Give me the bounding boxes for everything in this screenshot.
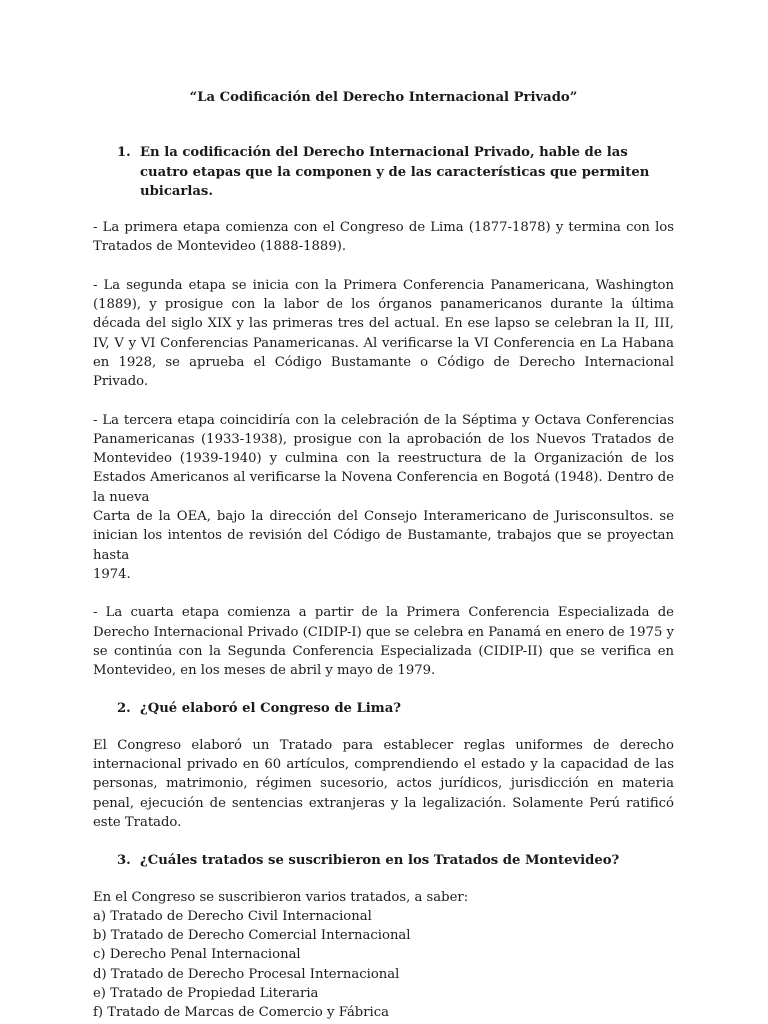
list-item: b) Tratado de Derecho Comercial Internacional xyxy=(93,928,411,944)
question-number: 2. xyxy=(117,701,131,717)
list-item: d) Tratado de Derecho Procesal Internacional xyxy=(93,966,400,982)
document-title: “La Codificación del Derecho Internacional Privado” xyxy=(189,90,578,105)
question-number: 1. xyxy=(117,145,131,161)
list-item: a) Tratado de Derecho Civil Internacional xyxy=(93,908,372,924)
list-item: c) Derecho Penal Internacional xyxy=(93,947,301,963)
answer-1-paragraph-4: - La cuarta etapa comienza a partir de la Primera Conferencia Especializada de Derecho Internacional Privado (CIDIP-I) que se celebra en Panamá en enero de 1975 y se continúa con la Segunda Conferencia Especializada (CIDIP-II) que se verifica en Montevideo, en los meses de abril y mayo de 1979. xyxy=(93,605,674,679)
question-3 xyxy=(93,851,674,870)
treaty-list xyxy=(93,907,674,1023)
answer-1-paragraph-3 xyxy=(93,411,674,585)
question-text: ¿Qué elaboró el Congreso de Lima? xyxy=(140,701,402,717)
answer-2-paragraph: El Congreso elaboró un Tratado para establecer reglas uniformes de derecho internacional privado en 60 artículos, comprendiendo el estado y la capacidad de las personas, matrimonio, régimen sucesorio, actos jurídicos, jurisdicción en materia penal, ejecución de sentencias extranjeras y la legalización. Solamente Perú ratificó este Tratado. xyxy=(93,737,674,830)
answer-1-paragraph-2: - La segunda etapa se inicia con la Primera Conferencia Panamericana, Washington (1889), y prosigue con la labor de los órganos panamericanos durante la última década del siglo XIX y las primeras tres del actual. En ese lapso se celebran la II, III, IV, V y VI Conferencias Panamericanas. Al verificarse la VI Conferencia en La Habana en 1928, se aprueba el Código Bustamante o Código de Derecho Internacional Privado. xyxy=(93,277,674,390)
question-1 xyxy=(93,143,674,201)
answer-1-paragraph-3-part-a: - La tercera etapa coincidiría con la celebración de la Séptima y Octava Conferencias Panamericanas (1933-1938), prosigue con la aprobación de los Nuevos Tratados de Montevideo (1939-1940) y culmina con la reestructura de la Organización de los Estados Americanos al verificarse la Novena Conferencia en Bogotá (1948). Dentro de la nueva xyxy=(93,412,674,505)
list-item: f) Tratado de Marcas de Comercio y Fábrica xyxy=(93,1005,390,1021)
question-text: ¿Cuáles tratados se suscribieron en los Tratados de Montevideo? xyxy=(140,853,620,869)
answer-1-paragraph-1: - La primera etapa comienza con el Congreso de Lima (1877-1878) y termina con los Tratados de Montevideo (1888-1889). xyxy=(93,220,674,255)
list-item: e) Tratado de Propiedad Literaria xyxy=(93,985,319,1001)
answer-1-paragraph-3-part-b: Carta de la OEA, bajo la dirección del Consejo Interamericano de Jurisconsultos. se inician los intentos de revisión del Código de Bustamante, trabajos que se proyectan hasta xyxy=(93,509,674,563)
question-2 xyxy=(93,699,674,718)
question-text: En la codificación del Derecho Internacional Privado, hable de las cuatro etapas que la componen y de las características que permiten ubicarlas. xyxy=(140,145,650,199)
answer-1-paragraph-3-part-c: 1974. xyxy=(93,566,131,582)
document-page xyxy=(93,88,674,1023)
question-number: 3. xyxy=(117,853,131,869)
answer-3-intro: En el Congreso se suscribieron varios tratados, a saber: xyxy=(93,889,469,905)
